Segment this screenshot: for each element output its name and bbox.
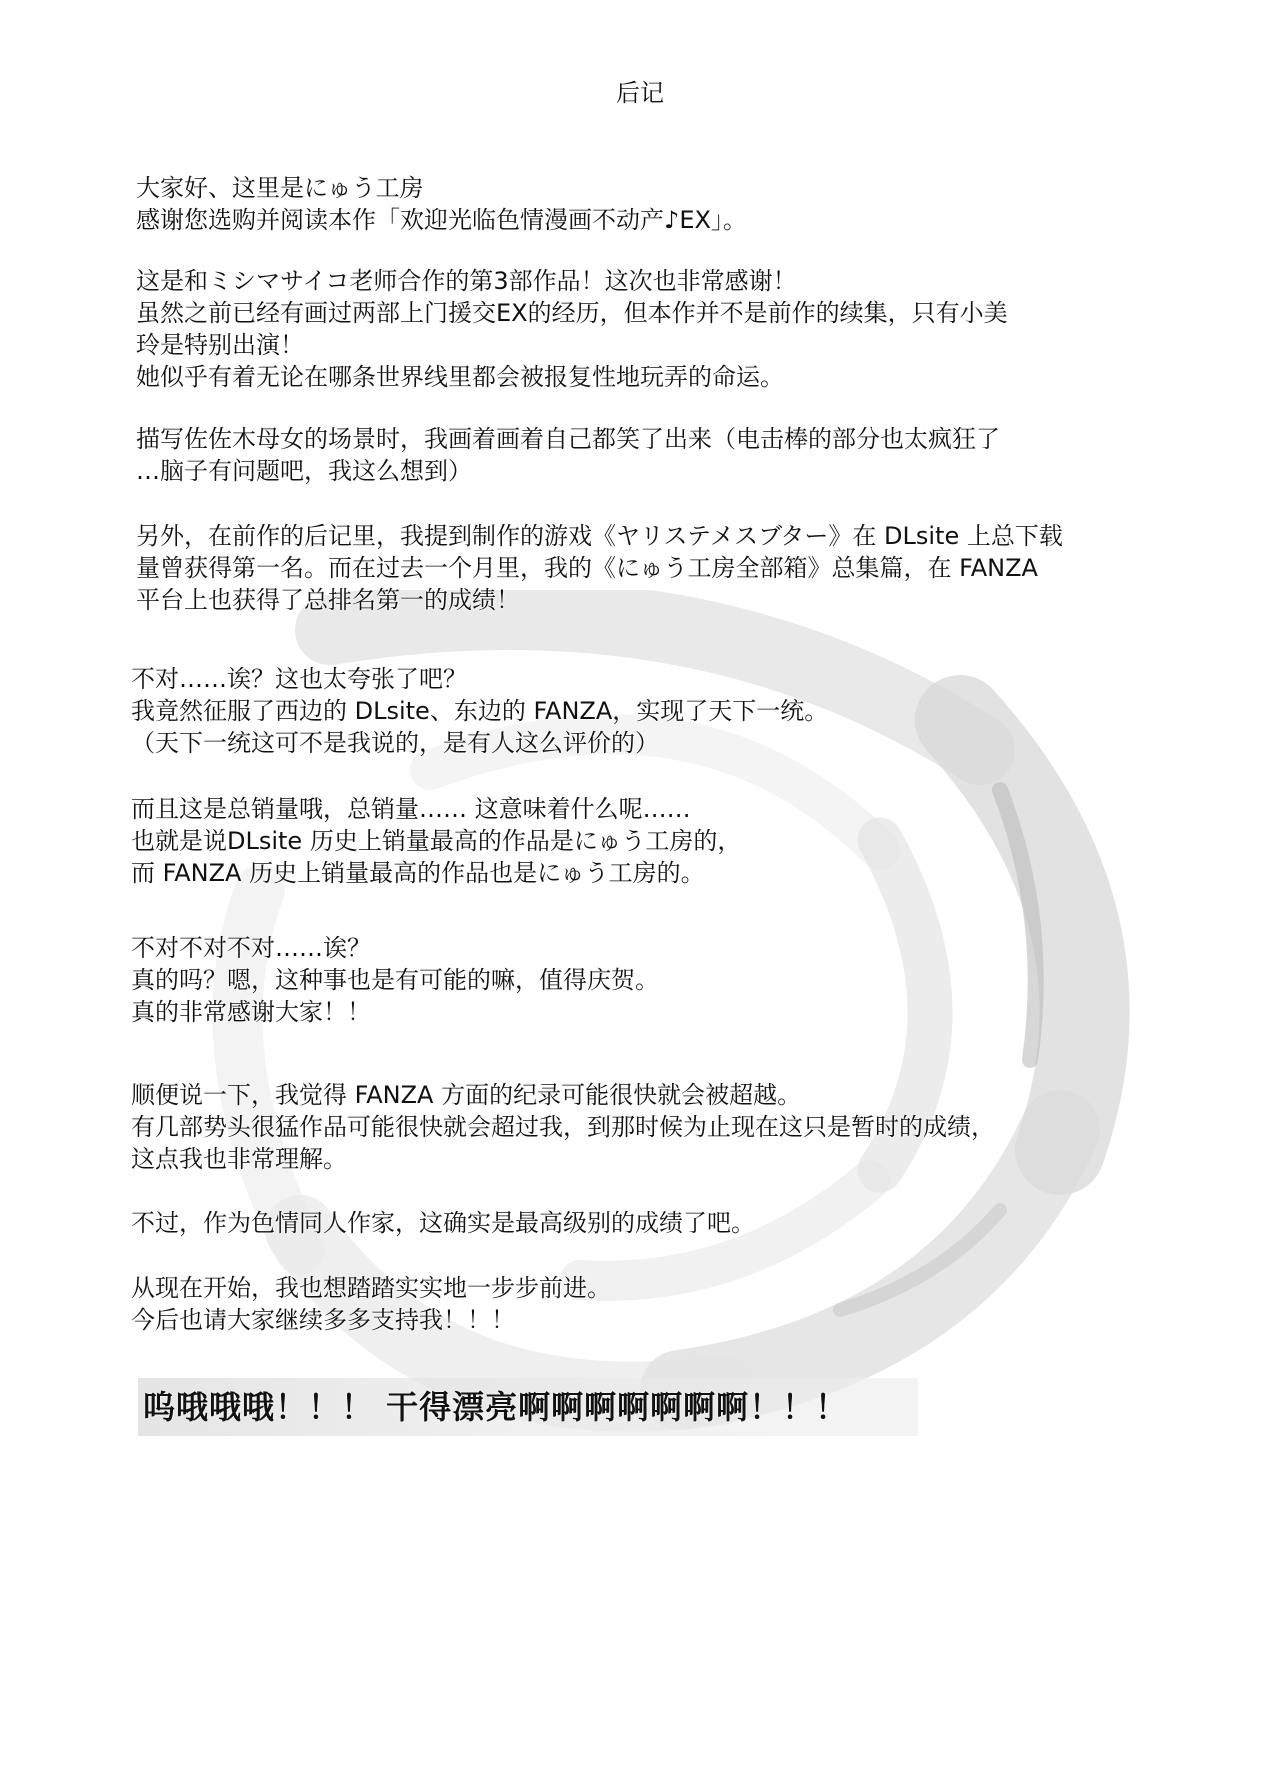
paragraph-record: 顺便说一下，我觉得 FANZA 方面的纪录可能很快就会被超越。 有几部势头很猛作品可能很快就会超过我，到那时候为止现在这只是暂时的成绩， 这点我也非常理解。 — [131, 1081, 995, 1173]
finale-exclamation: 呜哦哦哦！！！ 干得漂亮啊啊啊啊啊啊啊！！！ — [143, 1388, 849, 1426]
paragraph-total-sales: 而且这是总销量哦，总销量…… 这意味着什么呢…… 也就是说DLsite 历史上销量最高的作品是にゅう工房的， 而 FANZA 历史上销量最高的作品也是にゅう工房的。 — [131, 795, 742, 887]
paragraph-collaboration: 这是和ミシマサイコ老师合作的第3部作品！这次也非常感谢！ 虽然之前已经有画过两部上门援交EX的经历，但本作并不是前作的续集，只有小美 玲是特别出演！ 她似乎有着无论在哪条世界线里都会被报复性地玩弄的命运。 — [136, 267, 1008, 391]
page-title: 后记 — [616, 79, 664, 107]
paragraph-moving-forward: 从现在开始，我也想踏踏实实地一步步前进。 今后也请大家继续多多支持我！！！ — [131, 1274, 611, 1334]
paragraph-ranking: 另外，在前作的后记里，我提到制作的游戏《ヤリステメスブター》在 DLsite 上总下载 量曾获得第一名。而在过去一个月里，我的《にゅう工房全部箱》总集篇，在 FANZA 平台上也获得了总排名第一的成绩！ — [136, 522, 1063, 614]
paragraph-sasaki-scene: 描写佐佐木母女的场景时，我画着画着自己都笑了出来（电击棒的部分也太疯狂了 …脑子有问题吧，我这么想到） — [136, 425, 1000, 485]
paragraph-conquest: 不对……诶？这也太夸张了吧？ 我竟然征服了西边的 DLsite、东边的 FANZA，实现了天下一统。 （天下一统这可不是我说的，是有人这么评价的） — [131, 665, 829, 757]
paragraph-top-achievement: 不过，作为色情同人作家，这确实是最高级别的成绩了吧。 — [131, 1209, 755, 1237]
paragraph-thanks: 不对不对不对……诶？ 真的吗？嗯，这种事也是有可能的嘛，值得庆贺。 真的非常感谢大家！！ — [131, 934, 659, 1026]
paragraph-greeting: 大家好、这里是にゅう工房 感谢您选购并阅读本作「欢迎光临色情漫画不动产♪EX」。 — [136, 174, 747, 234]
